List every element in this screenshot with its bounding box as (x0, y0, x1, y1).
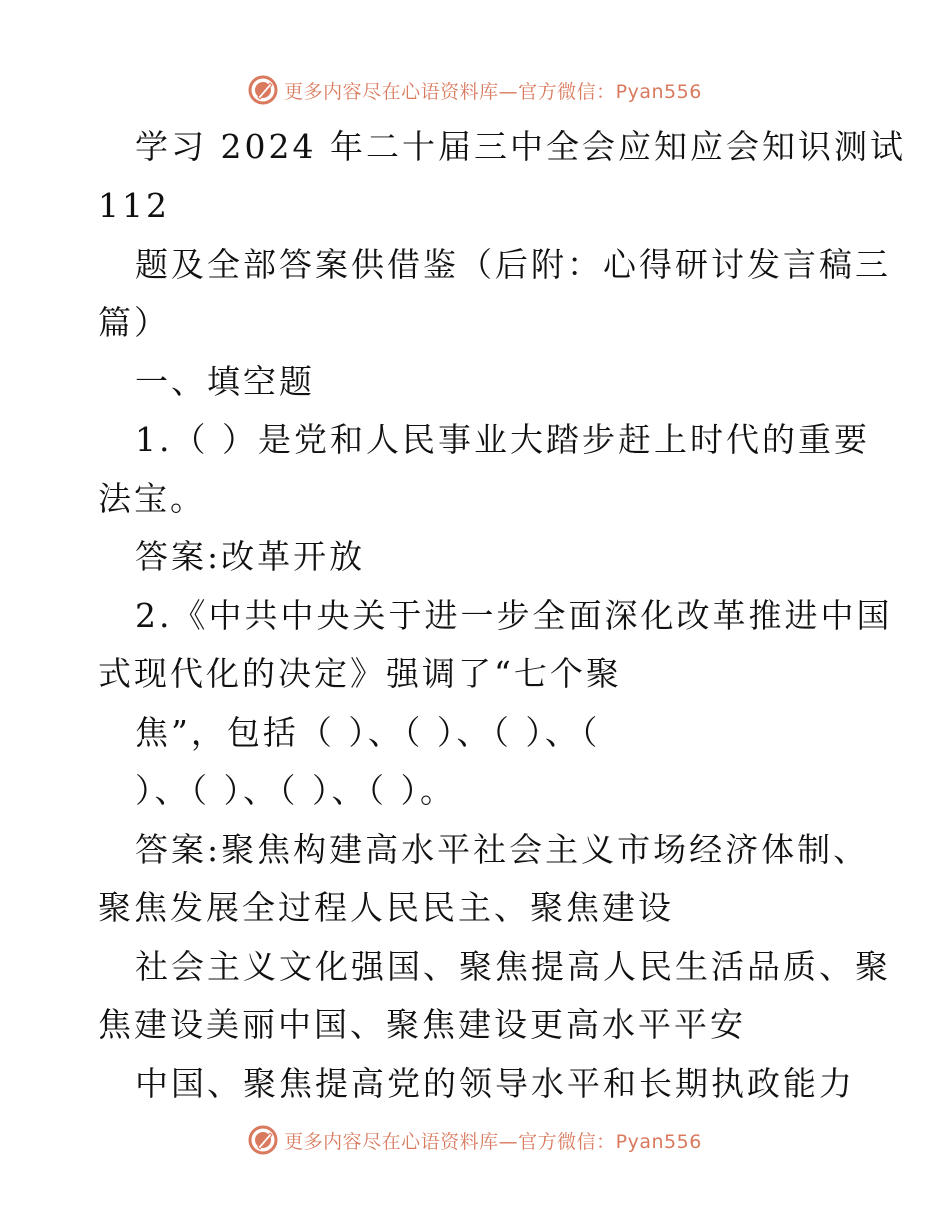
footer-watermark (0, 1120, 950, 1160)
question-2-line-2: 式现代化的决定》强调了“七个聚 (98, 654, 622, 693)
answer-2-line-5: 中国、聚焦提高党的领导水平和长期执政能力 (135, 1064, 855, 1103)
watermark-text: 更多内容尽在心语资料库—官方微信：Pyan556 (284, 80, 702, 103)
answer-2-line-2: 聚焦发展全过程人民民主、聚焦建设 (98, 888, 674, 927)
answer-2-line-1: 答案:聚焦构建高水平社会主义市场经济体制、 (135, 830, 870, 869)
answer-2-line-3: 社会主义文化强国、聚焦提高人民生活品质、聚 (135, 947, 891, 986)
pen-seal-icon (248, 75, 278, 105)
title-line-2: 112 (98, 186, 170, 225)
pen-seal-icon (248, 1125, 278, 1155)
answer-1: 答案:改革开放 (135, 537, 366, 576)
watermark-text: 更多内容尽在心语资料库—官方微信：Pyan556 (284, 1130, 702, 1153)
question-1-line-1: 1.（ ）是党和人民事业大踏步赶上时代的重要 (135, 420, 870, 459)
question-2-line-3: 焦”，包括（ ）、（ ）、（ ）、（ (135, 713, 601, 752)
title-line-1: 学习 2024 年二十届三中全会应知应会知识测试 (135, 127, 906, 166)
answer-2-line-4: 焦建设美丽中国、聚焦建设更高水平平安 (98, 1005, 746, 1044)
question-2-line-1: 2.《中共中央关于进一步全面深化改革推进中国 (135, 596, 893, 635)
section-heading: 一、填空题 (135, 362, 315, 401)
question-2-line-4: ）、（ ）、（ ）、（ ）。 (135, 771, 456, 810)
question-1-line-2: 法宝。 (98, 479, 206, 518)
title-line-4: 篇） (98, 303, 170, 342)
title-line-3: 题及全部答案供借鉴（后附：心得研讨发言稿三 (135, 245, 891, 284)
header-watermark (0, 70, 950, 110)
